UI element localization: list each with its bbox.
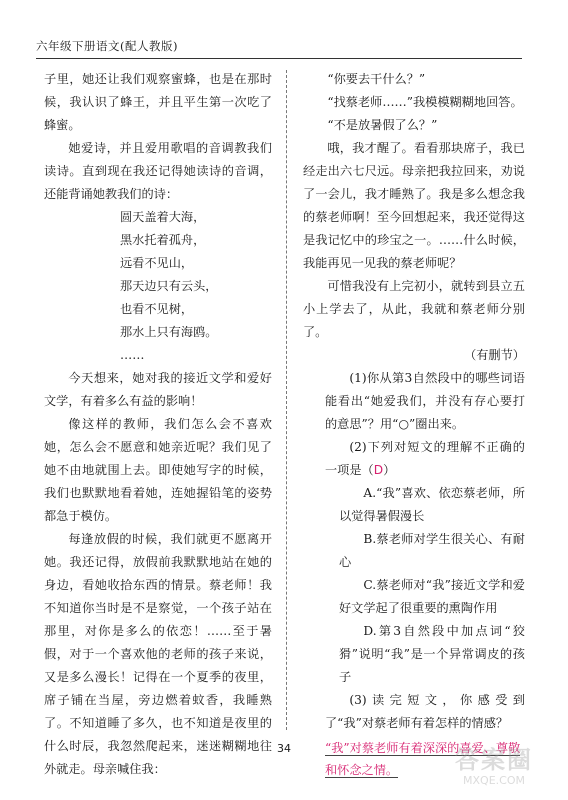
watermark-logo xyxy=(432,746,556,794)
source-note: （有删节） xyxy=(464,348,525,362)
page-number: 34 xyxy=(277,742,291,755)
poem-line: 那水上只有海鸥。 xyxy=(120,325,218,339)
column-divider xyxy=(286,70,287,730)
watermark-url: MXQE.COM xyxy=(463,774,525,787)
page-header: 六年级下册语文(配人教版) xyxy=(36,39,178,53)
poem-line: 远看不见山， xyxy=(120,256,194,270)
question-2-answer: D xyxy=(373,463,384,477)
question-3-answer-text: “我”对蔡老师有着深深的喜爱、尊敬和怀念之情。 xyxy=(325,741,521,777)
dialogue-line: “不是放暑假了么？” xyxy=(327,118,438,132)
paragraph-farewell: 可惜我没有上完初小，就转到县立五小上学去了，从此，我就和蔡老师分别了。 xyxy=(303,279,525,339)
paragraph-influence: 今天想来，她对我的接近文学和爱好文学，有着多么有益的影响！ xyxy=(44,371,272,408)
question-2-text: (2)下列对短文的理解不正确的一项是（ xyxy=(325,440,525,477)
poem-line: 圆天盖着大海， xyxy=(120,210,206,224)
watermark-title: 答案圈 xyxy=(455,745,533,774)
option-b: B.蔡老师对学生很关心、有耐心 xyxy=(339,532,525,569)
header-rule xyxy=(36,58,522,59)
option-a: A.“我”喜欢、依恋蔡老师，所以觉得暑假漫长 xyxy=(339,486,525,523)
paragraph-observe-bees: 子里，她还让我们观察蜜蜂，也是在那时候，我认识了蜂王，并且平生第一次吃了蜂蜜。 xyxy=(44,72,272,132)
question-2 xyxy=(303,436,525,482)
poem-ellipsis: …… xyxy=(120,348,145,362)
option-d: D.第3自然段中加点词“狡猾”说明“我”是一个异常调皮的孩子 xyxy=(339,624,525,684)
paragraph-holiday: 每逢放假的时候，我们就更不愿离开她。我还记得，放假前我默默地站在她的身边，看她收拾东西的情景。蔡老师！我不知道你当时是不是察觉，一个孩子站在那里，对你是多么的依恋！……至于暑假，对于一个喜欢他的老师的孩子来说，又是多么漫长！记得在一个夏季的夜里，席子铺在当屋，旁边燃着蚊香，我睡熟了。不知道睡了多久，也不知道是夜里的什么时辰，我忽然爬起来，迷迷糊糊地往外就走。母亲喊住我： xyxy=(44,532,272,776)
question-3: (3)读完短文，你感受到了“我”对蔡老师有着怎样的情感？ xyxy=(325,693,525,730)
question-2-close: ） xyxy=(383,463,396,477)
question-1: (1)你从第3自然段中的哪些词语能看出“她爱我们，并没有存心要打的意思”？用“○”圈出来。 xyxy=(325,371,525,431)
left-column xyxy=(44,68,272,781)
poem-line: 那天边只有云头， xyxy=(120,279,218,293)
poem-line: 也看不见树， xyxy=(120,302,194,316)
dialogue-line: “你要去干什么？” xyxy=(327,72,426,86)
poem xyxy=(120,206,272,367)
option-c: C.蔡老师对“我”接近文学和爱好文学起了很重要的熏陶作用 xyxy=(339,578,525,615)
poem-line: 黑水托着孤舟， xyxy=(120,233,206,247)
dialogue-line: “找蔡老师……”我模模糊糊地回答。 xyxy=(327,95,523,109)
paragraph-awake: 哦，我才醒了。看看那块席子，我已经走出六七尺远。母亲把我拉回来，劝说了一会儿，我才睡熟了。我是多么想念我的蔡老师啊！至今回想起来，我还觉得这是我记忆中的珍宝之一。……什么时候，我能再见一见我的蔡老师呢？ xyxy=(303,141,525,270)
paragraph-loves-poetry: 她爱诗，并且爱用歌唱的音调教我们读诗。直到现在我还记得她读诗的音调，还能背诵她教我们的诗： xyxy=(44,141,272,201)
right-column xyxy=(303,68,525,781)
paragraph-teacher-like: 像这样的教师，我们怎么会不喜欢她，怎么会不愿意和她亲近呢？我们见了她不由地就围上去。即使她写字的时候，我们也默默地看着她，连她握铅笔的姿势都急于模仿。 xyxy=(44,417,272,523)
